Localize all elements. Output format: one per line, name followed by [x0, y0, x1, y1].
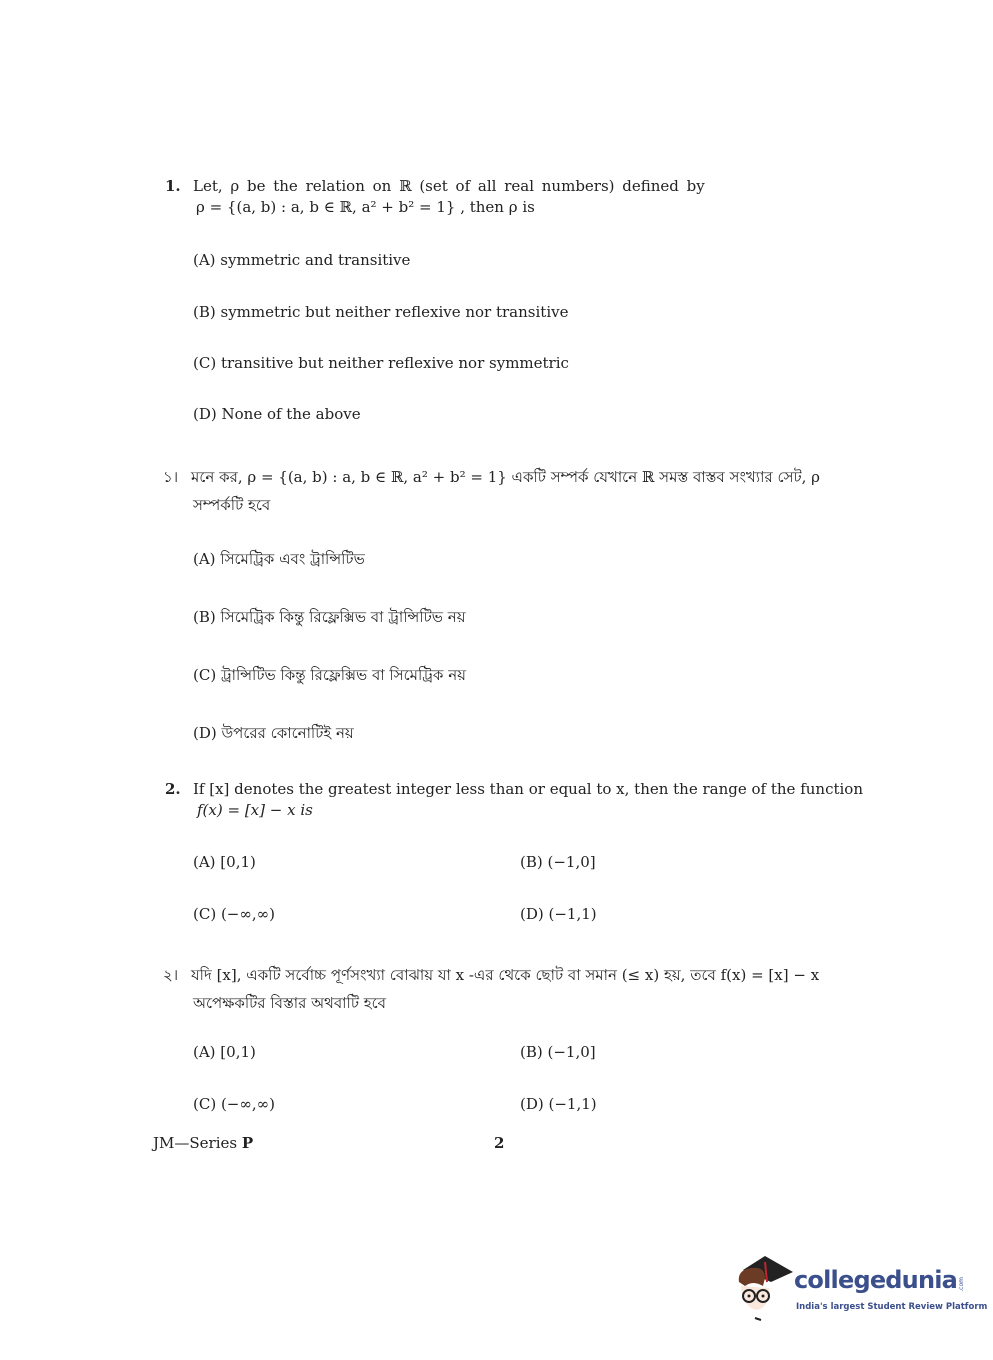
question-1-line: [165, 177, 705, 195]
series-letter: P: [241, 1134, 254, 1152]
logo: [794, 1268, 965, 1292]
option-d: (D) None of the above: [193, 405, 361, 423]
question-2-line: [165, 780, 863, 798]
logo-com: .com: [958, 1277, 966, 1292]
question-text: মনে কর, ρ = {(a, b) : a, b ∈ ℝ, a² + b² = 1} একটি সম্পর্ক যেখানে ℝ সমস্ত বাস্তব সংখ্যার সেট, ρ: [191, 468, 821, 486]
option-d: (D) (−1,1): [520, 905, 597, 923]
logo-tagline: India's largest Student Review Platform: [796, 1302, 988, 1312]
question-text: সম্পর্কটি হবে: [193, 496, 271, 514]
option-a: (A) [0,1): [193, 1043, 256, 1061]
series-text: JM—Series: [153, 1134, 242, 1152]
question-text: Let, ρ be the relation on ℝ (set of all real numbers) defined by: [193, 177, 705, 195]
question-number: ২।: [163, 966, 179, 984]
option-d: (D) উপরের কোনোটিই নয়: [193, 724, 354, 742]
option-b: (B) symmetric but neither reflexive nor transitive: [193, 303, 569, 321]
series-label: [153, 1134, 253, 1152]
option-c: (C) ট্রান্সিটিভ কিন্তু রিফ্লেক্সিভ বা সিমেট্রিক নয়: [193, 666, 466, 684]
option-c: (C) (−∞,∞): [193, 1095, 275, 1113]
option-a: (A) সিমেট্রিক এবং ট্রান্সিটিভ: [193, 550, 365, 568]
question-2-bn-line: [163, 964, 819, 989]
question-text: যদি [x], একটি সর্বোচ্চ পূর্ণসংখ্যা বোঝায় যা x -এর থেকে ছোট বা সমান (≤ x) হয়, তবে f(x) = [x] − x: [191, 966, 820, 984]
question-text: f(x) = [x] − x is: [197, 801, 313, 819]
question-number: 1.: [165, 177, 181, 195]
option-b: (B) সিমেট্রিক কিন্তু রিফ্লেক্সিভ বা ট্রান্সিটিভ নয়: [193, 608, 466, 626]
question-text: ρ = {(a, b) : a, b ∈ ℝ, a² + b² = 1} , then ρ is: [196, 198, 535, 216]
question-number: 2.: [165, 780, 181, 798]
option-d: (D) (−1,1): [520, 1095, 597, 1113]
option-c: (C) transitive but neither reflexive nor symmetric: [193, 354, 569, 372]
page-number: 2: [494, 1134, 505, 1152]
question-number: ১।: [163, 468, 179, 486]
question-1-bn-line: [163, 466, 820, 491]
option-b: (B) (−1,0]: [520, 853, 596, 871]
option-a: (A) symmetric and transitive: [193, 251, 411, 269]
logo-wordmark: collegedunia: [794, 1266, 958, 1294]
option-a: (A) [0,1): [193, 853, 256, 871]
question-text: অপেক্ষকটির বিস্তার অথবাটি হবে: [193, 994, 387, 1012]
option-c: (C) (−∞,∞): [193, 905, 275, 923]
mascot-icon: [735, 1252, 795, 1326]
question-text: If [x] denotes the greatest integer less than or equal to x, then the range of the function: [193, 780, 863, 798]
option-b: (B) (−1,0]: [520, 1043, 596, 1061]
